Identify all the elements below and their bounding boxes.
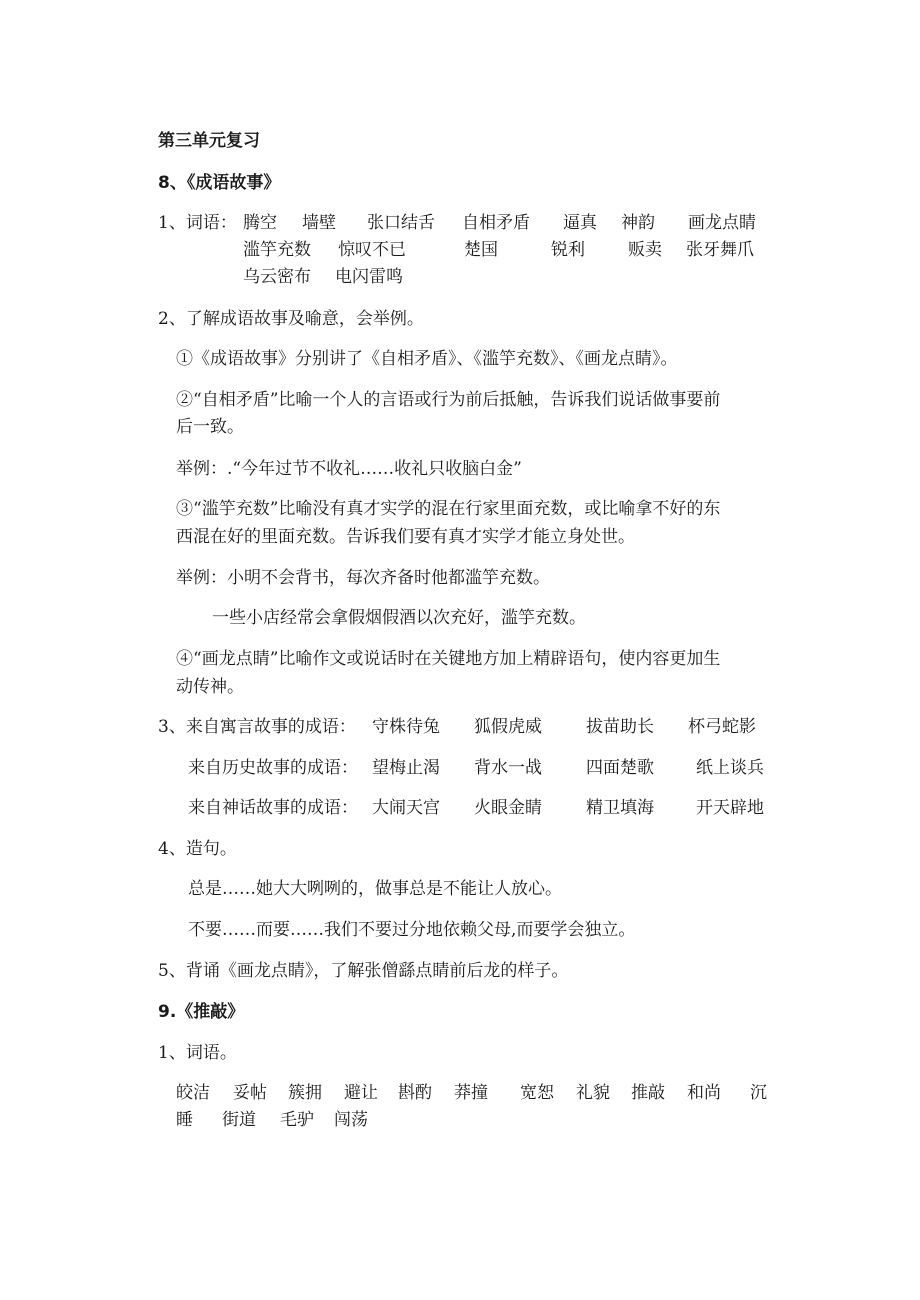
vocab-word: 腾空 [243,213,277,233]
vocab-word: 簇拥 [288,1083,322,1103]
vocab-word: 礼貌 [576,1083,610,1103]
lesson9-q1-label: 1、词语。 [158,1043,237,1063]
vocab-word: 张口结舌 [367,213,435,233]
idiom-word: 望梅止渴 [372,758,440,778]
lesson8-q2-example3: 一些小店经常会拿假烟假酒以次充好，滥竽充数。 [212,608,586,628]
unit-title: 第三单元复习 [158,131,260,151]
vocab-word: 锐利 [551,240,585,260]
vocab-word: 滥竽充数 [243,240,311,260]
lesson8-q2-p1: ①《成语故事》分别讲了《自相矛盾》、《滥竽充数》、《画龙点睛》。 [176,349,678,369]
vocab-word: 沉 [750,1083,767,1103]
vocab-word: 墙壁 [302,213,336,233]
idiom-word: 杯弓蛇影 [688,717,756,737]
vocab-word: 街道 [222,1110,256,1130]
idiom-word: 守株待兔 [372,717,440,737]
lesson8-q2-p2-line1: ②“自相矛盾”比喻一个人的言语或行为前后抵触，告诉我们说话做事要前 [176,390,721,410]
lesson9-title: 9.《推敲》 [158,1002,245,1022]
vocab-word: 画龙点睛 [688,213,756,233]
idiom-word: 火眼金睛 [474,798,542,818]
vocab-word: 自相矛盾 [462,213,530,233]
vocab-word: 妥帖 [233,1083,267,1103]
lesson8-q2-p4-line1: ④“画龙点睛”比喻作文或说话时在关键地方加上精辟语句，使内容更加生 [176,649,721,669]
vocab-word: 乌云密布 [243,267,311,287]
lesson8-q5-label: 5、背诵《画龙点睛》，了解张僧繇点睛前后龙的样子。 [158,961,569,981]
vocab-word: 推敲 [631,1083,665,1103]
idiom-word: 狐假虎威 [474,717,542,737]
lesson8-q3-fable-label: 3、来自寓言故事的成语： [158,717,356,737]
vocab-word: 张牙舞爪 [686,240,754,260]
vocab-word: 贩卖 [628,240,662,260]
lesson8-q2-p2-line2: 后一致。 [176,417,244,437]
lesson8-q4-sentence1: 总是……她大大咧咧的，做事总是不能让人放心。 [188,879,562,899]
lesson8-q4-sentence2: 不要……而要……我们不要过分地依赖父母,而要学会独立。 [188,920,636,940]
vocab-word: 电闪雷鸣 [335,267,403,287]
lesson8-q2-example1: 举例：.“今年过节不收礼……收礼只收脑白金” [176,459,522,479]
vocab-word: 毛驴 [280,1110,314,1130]
vocab-word: 斟酌 [398,1083,432,1103]
lesson8-q3-history-label: 来自历史故事的成语： [188,758,358,778]
idiom-word: 四面楚歌 [586,758,654,778]
vocab-word: 楚国 [464,240,498,260]
vocab-word: 莽撞 [454,1083,488,1103]
vocab-word: 和尚 [687,1083,721,1103]
lesson8-q4-label: 4、造句。 [158,839,237,859]
lesson8-q2-p4-line2: 动传神。 [176,677,244,697]
idiom-word: 大闹天宫 [372,798,440,818]
vocab-word: 闯荡 [334,1110,368,1130]
idiom-word: 精卫填海 [586,798,654,818]
idiom-word: 纸上谈兵 [696,758,764,778]
vocab-word: 逼真 [563,213,597,233]
lesson8-q2-label: 2、了解成语故事及喻意，会举例。 [158,309,424,329]
idiom-word: 背水一战 [474,758,542,778]
lesson8-q3-myth-label: 来自神话故事的成语： [188,798,358,818]
vocab-word: 神韵 [621,213,655,233]
vocab-word: 睡 [176,1110,193,1130]
vocab-word: 宽恕 [520,1083,554,1103]
lesson8-title: 8、《成语故事》 [158,173,281,193]
vocab-word: 避让 [344,1083,378,1103]
lesson8-q2-p3-line1: ③“滥竽充数”比喻没有真才实学的混在行家里面充数，或比喻拿不好的东 [176,499,721,519]
vocab-word: 皎洁 [176,1083,210,1103]
lesson8-q2-p3-line2: 西混在好的里面充数。告诉我们要有真才实学才能立身处世。 [176,527,635,547]
lesson8-q1-label: 1、词语： [158,213,237,233]
lesson8-q2-example2: 举例：小明不会背书，每次齐备时他都滥竽充数。 [176,568,550,588]
idiom-word: 开天辟地 [696,798,764,818]
vocab-word: 惊叹不已 [338,240,406,260]
idiom-word: 拔苗助长 [586,717,654,737]
